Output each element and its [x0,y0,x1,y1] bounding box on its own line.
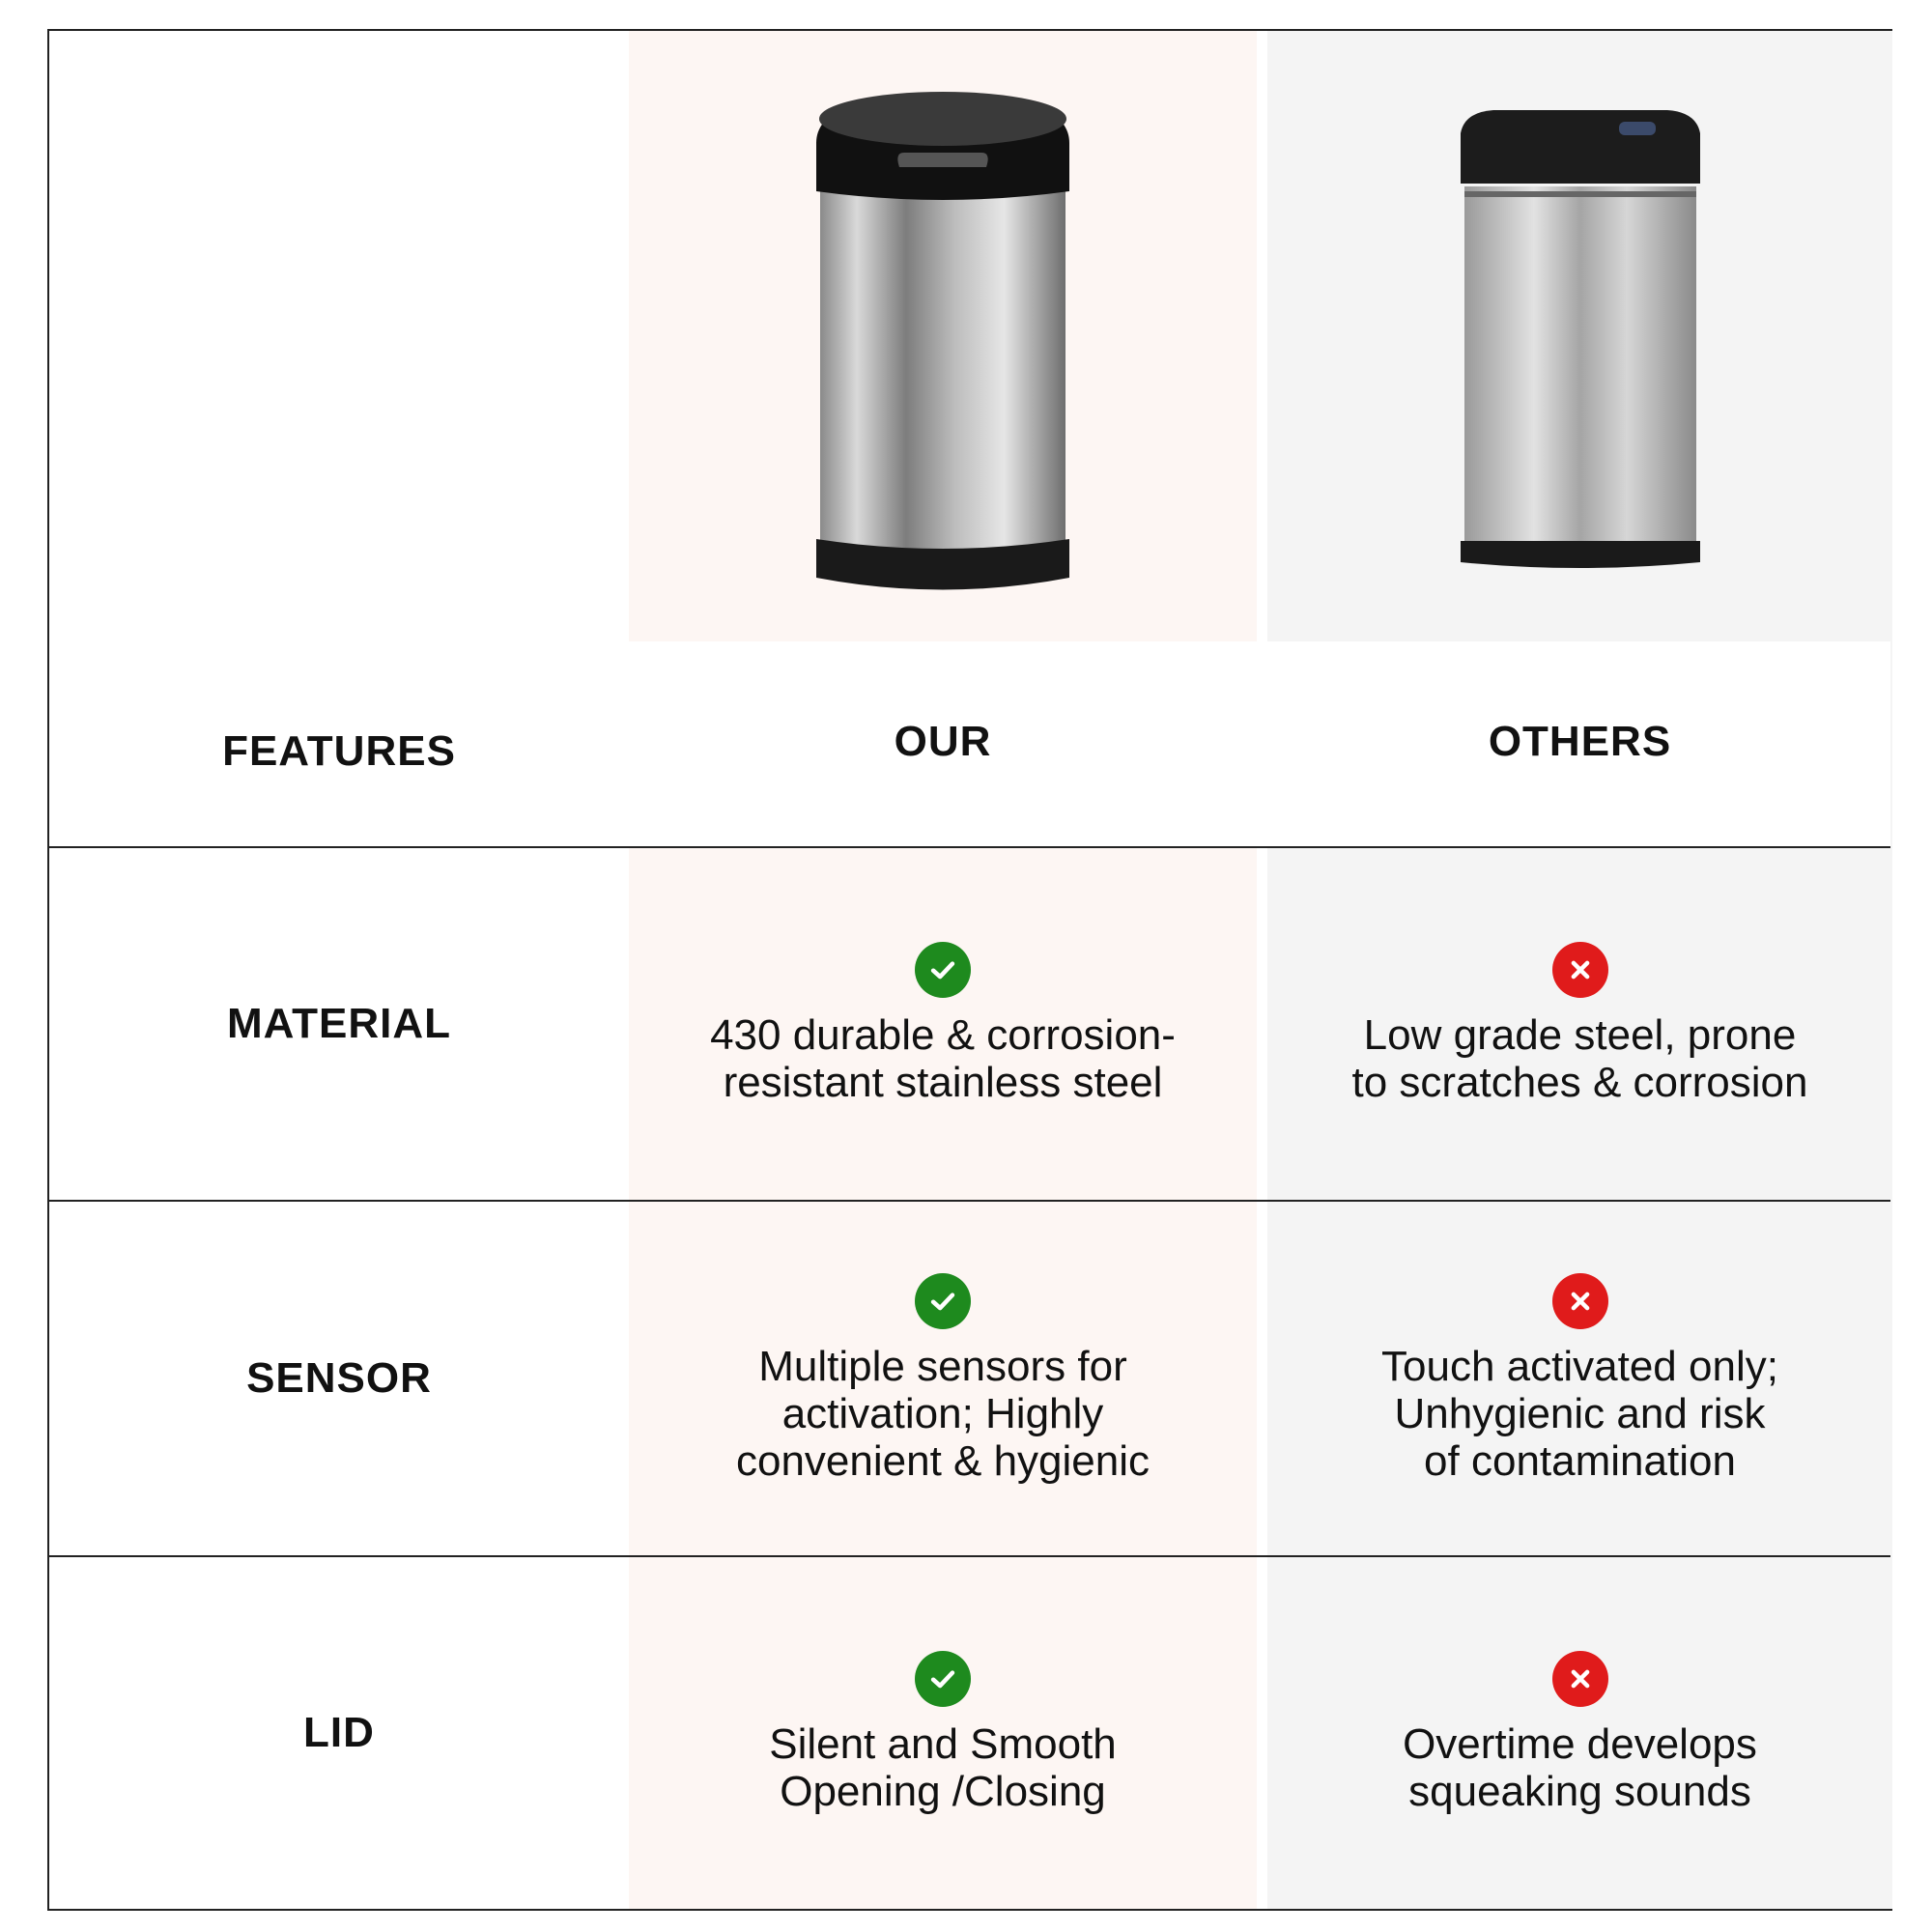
x-circle-icon [1552,942,1608,998]
check-circle-icon [915,1273,971,1329]
others-sensor-cell [1267,1202,1892,1555]
others-sensor-text: Touch activated only; Unhygienic and risk of contamination [1381,1342,1778,1485]
x-circle-icon [1552,1273,1608,1329]
our-header: OUR [894,718,992,765]
our-sensor-text: Multiple sensors for activation; Highly convenient & hygienic [735,1342,1151,1485]
our-product-image [629,31,1257,641]
others-lid-text: Overtime develops squeaking sounds [1403,1720,1757,1815]
others-material-text: Low grade steel, prone to scratches & corrosion [1351,1011,1808,1106]
square-trash-can-icon [1455,95,1706,578]
our-lid-cell [629,1557,1257,1909]
our-material-text: 430 durable & corrosion- resistant stainless steel [710,1011,1176,1106]
our-sensor-cell [629,1202,1257,1555]
features-header: FEATURES [222,727,456,775]
check-circle-icon [915,942,971,998]
feature-lid: LID [303,1709,375,1756]
others-material-cell [1267,848,1892,1200]
feature-sensor: SENSOR [246,1354,432,1402]
check-circle-icon [915,1651,971,1707]
comparison-table [47,29,1892,1911]
x-circle-icon [1552,1651,1608,1707]
others-lid-cell [1267,1557,1892,1909]
others-header: OTHERS [1488,718,1672,765]
round-trash-can-icon [803,75,1083,597]
our-material-cell [629,848,1257,1200]
our-lid-text: Silent and Smooth Opening /Closing [769,1720,1117,1815]
others-product-image [1267,31,1892,641]
feature-material: MATERIAL [226,1000,452,1047]
